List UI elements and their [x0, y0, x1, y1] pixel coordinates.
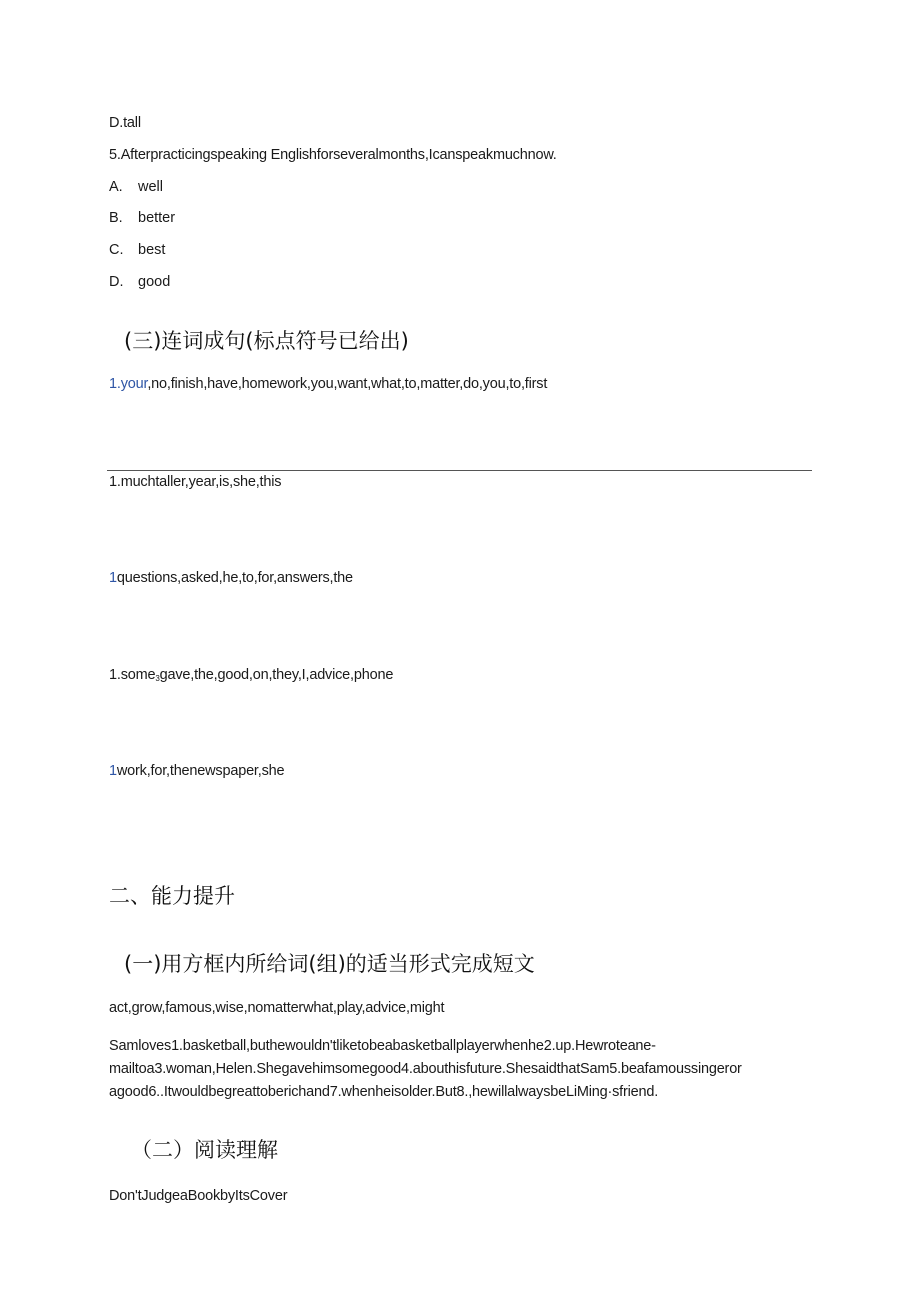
item-words: questions,asked,he,to,for,answers,the	[116, 570, 353, 586]
part-2-heading: 二、能力提升	[109, 884, 235, 908]
q5-option-b	[109, 209, 175, 227]
cloze-passage-line-2: mailtoa3.woman,Helen.Shegavehimsomegood4.abouthisfuture.ShesaidthatSam5.beafamoussingeror	[109, 1061, 742, 1077]
section-3-heading: (三)连词成句(标点符号已给出)	[124, 329, 409, 353]
reading-title: Don'tJudgeaBookbyItsCover	[109, 1188, 288, 1204]
item-words: ,no,finish,have,homework,you,want,what,to,matter,do,you,to,first	[147, 376, 548, 392]
sentence-item-2: 1.muchtaller,year,is,she,this	[109, 474, 282, 490]
sentence-item-1	[109, 375, 547, 393]
sentence-item-3	[109, 569, 353, 587]
option-text: best	[138, 242, 166, 258]
sentence-item-4	[109, 666, 393, 688]
cloze-passage-line-3: agood6..Itwouldbegreattoberichand7.whenheisolder.But8.,hewillalwaysbeLiMing·sfriend.	[109, 1084, 659, 1100]
option-letter: B.	[109, 210, 123, 226]
item-words-end: gave,the,good,on,they,I,advice,phone	[159, 667, 394, 683]
item-number: 1	[109, 763, 117, 779]
q5-option-c	[109, 241, 165, 259]
item-subscript: 3	[155, 674, 160, 683]
sentence-item-5	[109, 762, 284, 780]
question-5-stem: 5.Afterpracticingspeaking Englishforseveralmonths,Icanspeakmuchnow.	[109, 147, 557, 163]
option-text: well	[138, 179, 163, 195]
q5-option-d	[109, 273, 170, 291]
word-box: act,grow,famous,wise,nomatterwhat,play,advice,might	[109, 1000, 445, 1016]
option-letter: D.	[109, 274, 124, 290]
item-words-start: 1.some	[109, 667, 156, 683]
q5-option-a	[109, 178, 163, 196]
subsection-2-heading: （二）阅读理解	[131, 1138, 278, 1162]
cloze-passage-line-1: Samloves1.basketball,buthewouldn'tliketobeabasketballplayerwhenhe2.up.Hewroteane-	[109, 1038, 656, 1054]
item-number: 1	[109, 570, 117, 586]
option-text: better	[138, 210, 176, 226]
answer-line	[107, 470, 812, 471]
item-number: 1.	[109, 376, 121, 392]
option-letter: C.	[109, 242, 124, 258]
option-letter: A.	[109, 179, 123, 195]
q4-option-d: D.tall	[109, 115, 141, 131]
item-first-word: your	[120, 376, 148, 392]
subsection-1-heading: (一)用方框内所给词(组)的适当形式完成短文	[124, 952, 535, 976]
option-text: good	[138, 274, 171, 290]
item-words: work,for,thenewspaper,she	[116, 763, 285, 779]
